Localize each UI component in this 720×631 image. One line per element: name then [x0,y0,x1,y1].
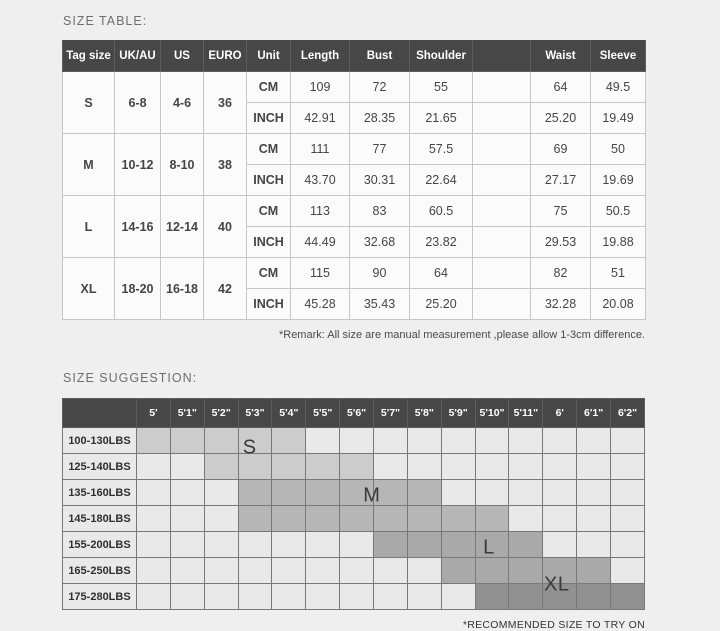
size-suggestion-header-row [63,399,645,428]
grid-cell-l-zone [441,558,475,584]
size-ukau-cell: 10-12 [115,134,161,196]
grid-cell-s-zone [238,454,272,480]
grid-cell-s-zone [340,454,374,480]
grid-cell-xl-zone [577,584,611,610]
measure-cell-inch: 20.08 [591,289,646,320]
measure-cell-cm: 64 [531,72,591,103]
size-us-cell: 12-14 [161,196,204,258]
measure-cell-inch: 44.49 [291,227,350,258]
grid-cell [611,506,645,532]
grid-cell [204,532,238,558]
grid-cell-xl-zone [509,584,543,610]
measure-cell-inch: 35.43 [350,289,410,320]
grid-cell-s-zone [238,428,272,454]
measure-cell-cm: 49.5 [591,72,646,103]
grid-cell-m-zone [272,506,306,532]
grid-cell-l-zone [475,532,509,558]
grid-cell-s-zone [137,428,171,454]
weight-label-cell: 125-140LBS [63,454,137,480]
grid-cell-m-zone [306,480,340,506]
grid-cell [204,480,238,506]
grid-cell-m-zone [340,506,374,532]
measure-cell-inch [473,289,531,320]
grid-cell [577,532,611,558]
height-header-cell: 5' [137,399,171,428]
unit-cell: CM [247,258,291,289]
unit-cell: INCH [247,103,291,134]
grid-cell-s-zone [204,428,238,454]
grid-cell [611,428,645,454]
grid-cell [374,584,408,610]
measure-cell-inch: 21.65 [410,103,473,134]
grid-cell [137,584,171,610]
measure-cell-inch: 30.31 [350,165,410,196]
size-table-header-cell: Length [291,41,350,72]
grid-cell [204,584,238,610]
grid-cell [509,428,543,454]
recommend-note: *RECOMMENDED SIZE TO TRY ON [462,619,645,631]
weight-label-cell: 165-250LBS [63,558,137,584]
height-header-cell: 5'6" [340,399,374,428]
grid-cell [577,454,611,480]
measure-cell-cm: 69 [531,134,591,165]
grid-cell-xl-zone [543,584,577,610]
grid-cell [577,480,611,506]
grid-cell-l-zone [509,558,543,584]
grid-cell [238,558,272,584]
size-table-remark: *Remark: All size are manual measurement ,please allow 1-3cm difference. [278,329,645,341]
size-suggestion-heading: SIZE SUGGESTION: [63,371,198,385]
measure-cell-cm: 60.5 [410,196,473,227]
measure-cell-inch: 25.20 [410,289,473,320]
measure-cell-inch: 32.68 [350,227,410,258]
height-header-cell: 5'3" [238,399,272,428]
weight-row [63,480,645,506]
measure-cell-cm: 83 [350,196,410,227]
weight-row [63,532,645,558]
grid-cell-l-zone [577,558,611,584]
unit-cell: INCH [247,289,291,320]
size-tag-cell: S [63,72,115,134]
measure-cell-cm [473,72,531,103]
size-euro-cell: 38 [204,134,247,196]
measure-cell-inch: 19.49 [591,103,646,134]
grid-cell [204,506,238,532]
unit-cell: INCH [247,227,291,258]
unit-cell: CM [247,196,291,227]
grid-cell [441,428,475,454]
size-table-header-cell: Shoulder [410,41,473,72]
weight-row [63,428,645,454]
weight-label-cell: 135-160LBS [63,480,137,506]
measure-cell-inch [473,103,531,134]
grid-cell-s-zone [204,454,238,480]
height-header-cell: 5'8" [407,399,441,428]
measure-cell-inch: 19.69 [591,165,646,196]
height-header-cell: 6'2" [611,399,645,428]
measure-cell-cm: 90 [350,258,410,289]
size-tag-cell: M [63,134,115,196]
size-us-cell: 4-6 [161,72,204,134]
grid-cell [306,584,340,610]
weight-label-cell: 155-200LBS [63,532,137,558]
grid-cell [137,506,171,532]
zone-letter-s: S [242,436,257,459]
size-chart-page [62,14,645,631]
grid-cell [374,428,408,454]
measure-cell-inch: 28.35 [350,103,410,134]
measure-cell-inch [473,165,531,196]
size-table-row [63,134,646,165]
grid-cell-l-zone [441,532,475,558]
grid-cell [204,558,238,584]
grid-cell [306,558,340,584]
measure-cell-cm: 75 [531,196,591,227]
size-us-cell: 16-18 [161,258,204,320]
grid-cell [441,480,475,506]
weight-row [63,584,645,610]
height-header-cell: 6' [543,399,577,428]
grid-cell-m-zone [374,506,408,532]
measure-cell-cm: 77 [350,134,410,165]
height-header-cell: 5'10" [475,399,509,428]
grid-cell [611,454,645,480]
grid-cell-s-zone [170,428,204,454]
grid-cell [441,584,475,610]
grid-cell [407,454,441,480]
grid-cell [611,480,645,506]
grid-cell [170,454,204,480]
grid-cell [577,428,611,454]
measure-cell-cm: 113 [291,196,350,227]
unit-cell: CM [247,134,291,165]
grid-cell [170,532,204,558]
grid-cell [340,584,374,610]
measure-cell-inch: 43.70 [291,165,350,196]
measure-cell-cm: 109 [291,72,350,103]
measure-cell-cm [473,134,531,165]
measure-cell-cm: 111 [291,134,350,165]
size-euro-cell: 40 [204,196,247,258]
grid-cell-l-zone [407,532,441,558]
measure-cell-cm: 55 [410,72,473,103]
height-header-cell: 5'2" [204,399,238,428]
grid-cell [340,428,374,454]
grid-cell-m-zone [340,480,374,506]
grid-cell [340,558,374,584]
grid-cell-m-zone [475,506,509,532]
measure-cell-inch: 25.20 [531,103,591,134]
size-table-header-cell: Bust [350,41,410,72]
size-suggestion-table [62,398,645,610]
grid-cell [137,558,171,584]
weight-label-cell: 175-280LBS [63,584,137,610]
height-header-cell: 5'9" [441,399,475,428]
corner-header-cell [63,399,137,428]
size-table [62,40,646,320]
measure-cell-cm: 57.5 [410,134,473,165]
measure-cell-cm: 50.5 [591,196,646,227]
grid-cell [340,532,374,558]
size-table-heading: SIZE TABLE: [63,14,148,28]
height-header-cell: 6'1" [577,399,611,428]
measure-cell-cm: 115 [291,258,350,289]
measure-cell-inch: 42.91 [291,103,350,134]
grid-cell [170,584,204,610]
size-table-row [63,72,646,103]
grid-cell [374,558,408,584]
size-euro-cell: 36 [204,72,247,134]
grid-cell [170,506,204,532]
unit-cell: CM [247,72,291,103]
unit-cell: INCH [247,165,291,196]
height-header-cell: 5'11" [509,399,543,428]
grid-cell [611,558,645,584]
weight-label-cell: 100-130LBS [63,428,137,454]
height-header-cell: 5'7" [374,399,408,428]
size-table-header-cell [473,41,531,72]
size-euro-cell: 42 [204,258,247,320]
zone-letter-l: L [483,536,495,559]
height-header-cell: 5'5" [306,399,340,428]
grid-cell-l-zone [374,532,408,558]
grid-cell [306,532,340,558]
grid-cell [407,558,441,584]
grid-cell [272,558,306,584]
grid-cell-m-zone [407,480,441,506]
grid-cell [475,480,509,506]
grid-cell [272,584,306,610]
grid-cell-s-zone [272,454,306,480]
grid-cell [272,532,306,558]
size-table-header-cell: Waist [531,41,591,72]
measure-cell-cm: 64 [410,258,473,289]
measure-cell-inch: 32.28 [531,289,591,320]
weight-label-cell: 145-180LBS [63,506,137,532]
grid-cell [543,480,577,506]
size-tag-cell: L [63,196,115,258]
grid-cell-l-zone [543,558,577,584]
grid-cell-m-zone [272,480,306,506]
measure-cell-inch: 19.88 [591,227,646,258]
grid-cell [407,584,441,610]
grid-cell-m-zone [238,506,272,532]
measure-cell-inch: 27.17 [531,165,591,196]
measure-cell-inch: 45.28 [291,289,350,320]
grid-cell [509,454,543,480]
measure-cell-cm: 82 [531,258,591,289]
grid-cell [374,454,408,480]
grid-cell [543,532,577,558]
grid-cell [509,506,543,532]
measure-cell-cm [473,258,531,289]
grid-cell-m-zone [374,480,408,506]
height-header-cell: 5'1" [170,399,204,428]
grid-cell [543,506,577,532]
grid-cell [137,454,171,480]
grid-cell [137,532,171,558]
size-table-header-cell: US [161,41,204,72]
grid-cell [475,454,509,480]
measure-cell-inch [473,227,531,258]
grid-cell-m-zone [238,480,272,506]
measure-cell-inch: 29.53 [531,227,591,258]
grid-cell-l-zone [509,532,543,558]
size-ukau-cell: 6-8 [115,72,161,134]
grid-cell [611,532,645,558]
grid-cell-s-zone [306,454,340,480]
size-table-header-cell: Unit [247,41,291,72]
grid-cell [475,428,509,454]
weight-row [63,558,645,584]
grid-cell [407,428,441,454]
grid-cell [170,558,204,584]
grid-cell [306,428,340,454]
weight-row [63,454,645,480]
grid-cell-m-zone [306,506,340,532]
grid-cell-xl-zone [475,584,509,610]
size-table-header-cell: UK/AU [115,41,161,72]
grid-cell [509,480,543,506]
grid-cell [543,454,577,480]
zone-letter-xl: XL [544,573,570,596]
size-table-header-row [63,41,646,72]
size-table-row [63,258,646,289]
grid-cell-s-zone [272,428,306,454]
size-us-cell: 8-10 [161,134,204,196]
weight-row [63,506,645,532]
grid-cell-m-zone [441,506,475,532]
measure-cell-inch: 22.64 [410,165,473,196]
grid-cell [170,480,204,506]
grid-cell [441,454,475,480]
grid-cell [543,428,577,454]
size-tag-cell: XL [63,258,115,320]
zone-letter-m: M [363,484,381,507]
size-table-row [63,196,646,227]
measure-cell-cm: 50 [591,134,646,165]
grid-cell-l-zone [475,558,509,584]
grid-cell-m-zone [407,506,441,532]
size-table-header-cell: Sleeve [591,41,646,72]
size-table-header-cell: Tag size [63,41,115,72]
measure-cell-cm: 72 [350,72,410,103]
measure-cell-cm [473,196,531,227]
size-table-header-cell: EURO [204,41,247,72]
measure-cell-cm: 51 [591,258,646,289]
grid-cell [238,584,272,610]
height-header-cell: 5'4" [272,399,306,428]
size-ukau-cell: 14-16 [115,196,161,258]
size-suggestion-chart [62,398,645,610]
grid-cell [238,532,272,558]
grid-cell [137,480,171,506]
size-ukau-cell: 18-20 [115,258,161,320]
grid-cell [577,506,611,532]
grid-cell-xl-zone [611,584,645,610]
measure-cell-inch: 23.82 [410,227,473,258]
